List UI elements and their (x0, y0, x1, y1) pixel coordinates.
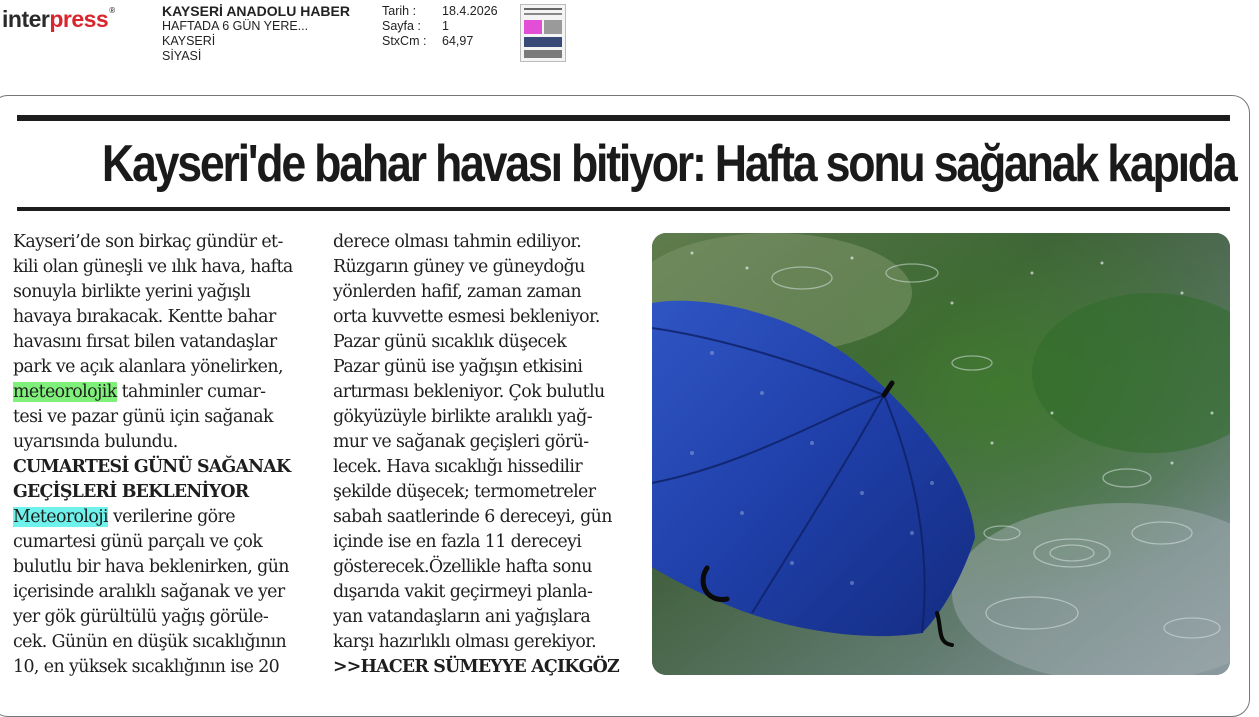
body-line (333, 430, 633, 455)
line-text: GEÇİŞLERİ BEKLENİYOR (13, 482, 249, 502)
body-line (333, 305, 633, 330)
line-text: artırması bekleniyor. Çok bulutlu (333, 382, 605, 402)
body-line (333, 330, 633, 355)
body-line (333, 530, 633, 555)
subheading-line (13, 480, 313, 505)
line-text: gösterecek.Özellikle hafta sonu (333, 557, 592, 577)
line-text: sabah saatlerinde 6 dereceyi, gün (333, 507, 612, 527)
line-text: gökyüzüyle birlikte aralıklı yağ- (333, 407, 592, 427)
clipping-meta (162, 4, 350, 64)
body-line (13, 655, 313, 680)
line-text: şekilde düşecek; termometreler (333, 482, 596, 502)
body-line (13, 380, 313, 405)
line-text: orta kuvvette esmesi bekleniyor. (333, 307, 600, 327)
line-text: Kayseri’de son birkaç gündür et- (13, 232, 283, 252)
line-text: >>HACER SÜMEYYE AÇIKGÖZ (333, 657, 619, 677)
line-text: dışarıda vakit geçirmeyi planla- (333, 582, 593, 602)
article-headline: Kayseri'de bahar havası bitiyor: Hafta sonu sağanak kapıda (101, 135, 1236, 193)
clipping-details (382, 4, 522, 49)
body-line (13, 355, 313, 380)
body-line (13, 280, 313, 305)
line-text: yan vatandaşların ani yağışlara (333, 607, 591, 627)
logo-accent-text: press (49, 6, 109, 32)
line-text: karşı hazırlıklı olması gerekiyor. (333, 632, 597, 652)
line-text: cek. Günün en düşük sıcaklığının (13, 632, 287, 652)
registered-mark: ® (109, 6, 115, 15)
body-line (13, 580, 313, 605)
line-text: tesi ve pazar günü için sağanak (13, 407, 273, 427)
body-line (333, 580, 633, 605)
highlighted-keyword: Meteoroloji (13, 507, 109, 527)
line-text: sonuyla birlikte yerini yağışlı (13, 282, 251, 302)
body-line (13, 530, 313, 555)
body-line (13, 505, 313, 530)
body-line (333, 380, 633, 405)
line-text: yönlerden hafif, zaman zaman (333, 282, 582, 302)
body-line (333, 280, 633, 305)
line-text: havaya bırakacak. Kentte bahar (13, 307, 276, 327)
body-line (13, 330, 313, 355)
stxcm-value: 64,97 (442, 34, 474, 48)
line-text: tahminler cumar- (116, 382, 266, 402)
body-line (333, 355, 633, 380)
outlet-name: KAYSERİ ANADOLU HABER (162, 3, 350, 19)
line-text: havasını fırsat bilen vatandaşlar (13, 332, 277, 352)
publication-frequency: HAFTADA 6 GÜN YERE... (162, 19, 309, 33)
line-text: içinde ise en fazla 11 dereceyi (333, 532, 582, 552)
line-text: kili olan güneşli ve ılık hava, hafta (13, 257, 293, 277)
headline-bottom-rule (17, 207, 1230, 211)
body-line (13, 255, 313, 280)
line-text: 10, en yüksek sıcaklığının ise 20 (13, 657, 280, 677)
interpress-logo (2, 6, 115, 33)
line-text: lecek. Hava sıcaklığı hissedilir (333, 457, 583, 477)
line-text: Rüzgarın güney ve güneydoğu (333, 257, 585, 277)
page-thumbnail[interactable] (520, 4, 566, 62)
body-line (333, 230, 633, 255)
logo-main-text: inter (2, 6, 50, 32)
body-line (13, 305, 313, 330)
line-text: cumartesi günü parçalı ve çok (13, 532, 263, 552)
body-line (13, 630, 313, 655)
publication-city: KAYSERİ (162, 34, 216, 48)
line-text: Pazar günü sıcaklık düşecek (333, 332, 567, 352)
date-label: Tarih : (382, 4, 417, 18)
line-text: CUMARTESİ GÜNÜ SAĞANAK (13, 457, 291, 477)
subheading-line (13, 455, 313, 480)
line-text: uyarısında bulundu. (13, 432, 178, 452)
line-text: içerisinde aralıklı sağanak ve yer (13, 582, 285, 602)
body-line (333, 630, 633, 655)
body-line (13, 405, 313, 430)
umbrella-rain-photo (652, 233, 1230, 675)
body-line (333, 405, 633, 430)
highlighted-keyword: meteorolojik (13, 382, 117, 402)
body-line (13, 430, 313, 455)
line-text: derece olması tahmin ediliyor. (333, 232, 582, 252)
body-line (333, 605, 633, 630)
line-text: yer gök gürültülü yağış görüle- (13, 607, 269, 627)
page-value: 1 (442, 19, 449, 33)
date-value: 18.4.2026 (442, 4, 498, 18)
page-label: Sayfa : (382, 19, 421, 33)
headline-top-rule (17, 115, 1230, 121)
line-text: park ve açık alanlara yönelirken, (13, 357, 283, 377)
body-line (13, 555, 313, 580)
line-text: Pazar günü ise yağışın etkisini (333, 357, 583, 377)
line-text: verilerine göre (108, 507, 235, 527)
body-line (333, 255, 633, 280)
body-line (333, 480, 633, 505)
article-column-2 (333, 230, 633, 680)
body-line (333, 555, 633, 580)
body-line (333, 505, 633, 530)
stxcm-label: StxCm : (382, 34, 427, 48)
subheading-line (333, 655, 633, 680)
line-text: bulutlu bir hava beklenirken, gün (13, 557, 289, 577)
publication-category: SİYASİ (162, 49, 202, 63)
line-text: mur ve sağanak geçişleri görü- (333, 432, 589, 452)
body-line (13, 230, 313, 255)
body-line (333, 455, 633, 480)
body-line (13, 605, 313, 630)
article-column-1 (13, 230, 313, 680)
